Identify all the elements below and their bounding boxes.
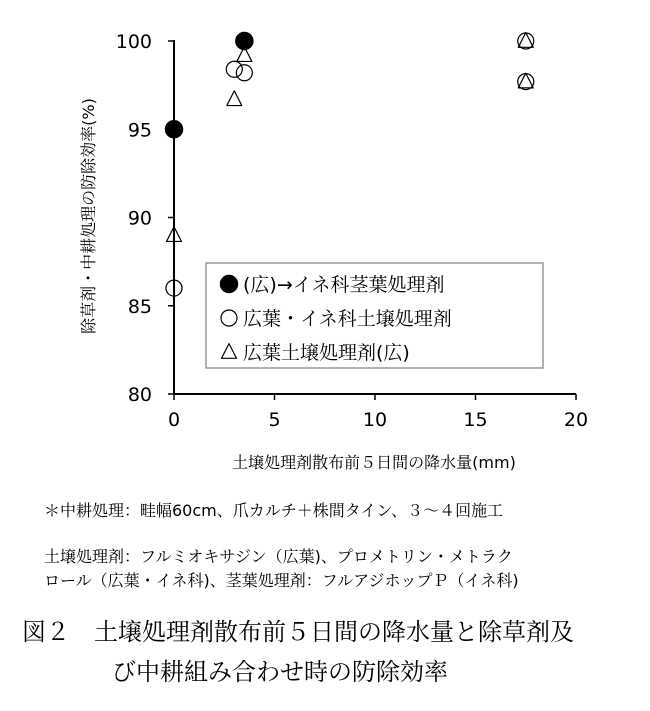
legend-label: (広)→イネ科茎葉処理剤 bbox=[243, 274, 445, 296]
y-tick-label: 100 bbox=[115, 31, 152, 53]
legend bbox=[206, 263, 543, 368]
data-point bbox=[226, 61, 242, 77]
data-point bbox=[236, 65, 252, 81]
x-tick-label: 10 bbox=[362, 409, 388, 431]
herbicide-note-line2: ロール（広葉・イネ科)、茎葉処理剤：フルアジホップＰ（イネ科) bbox=[44, 571, 519, 590]
y-tick-label: 85 bbox=[127, 295, 152, 318]
y-tick-label: 80 bbox=[127, 384, 152, 406]
figure-caption-line2: び中耕組み合わせ時の防除効率 bbox=[112, 658, 448, 686]
x-tick-label: 5 bbox=[268, 409, 281, 431]
figure-caption-line1: 図２ 土壌処理剤散布前５日間の降水量と除草剤及 bbox=[22, 618, 574, 646]
herbicide-note-line1: 土壌処理剤：フルミオキサジン（広葉)、プロメトリン・メトラク bbox=[44, 547, 513, 566]
x-tick-label: 0 bbox=[167, 409, 181, 431]
cultivation-note: ＊中耕処理：畦幅60cm、爪カルチ＋株間タイン、３～４回施工 bbox=[44, 501, 504, 520]
legend-marker bbox=[221, 276, 238, 293]
y-axis-label: 除草剤・中耕処理の防除効率(%) bbox=[79, 98, 98, 334]
y-tick-labels bbox=[116, 31, 174, 406]
data-point bbox=[227, 91, 242, 106]
data-point bbox=[166, 121, 183, 138]
x-tick-labels bbox=[168, 394, 588, 431]
legend-label: 広葉・イネ科土壌処理剤 bbox=[243, 308, 452, 330]
legend-label: 広葉土壌処理剤(広) bbox=[243, 342, 410, 364]
x-tick-label: 20 bbox=[563, 409, 589, 431]
x-axis-label: 土壌処理剤散布前５日間の降水量(mm) bbox=[232, 453, 516, 472]
data-point bbox=[518, 33, 534, 49]
x-tick-label: 15 bbox=[463, 409, 488, 431]
y-tick-label: 90 bbox=[127, 207, 152, 230]
data-point bbox=[518, 74, 534, 90]
y-tick-label: 95 bbox=[127, 119, 152, 142]
data-points bbox=[166, 33, 534, 297]
